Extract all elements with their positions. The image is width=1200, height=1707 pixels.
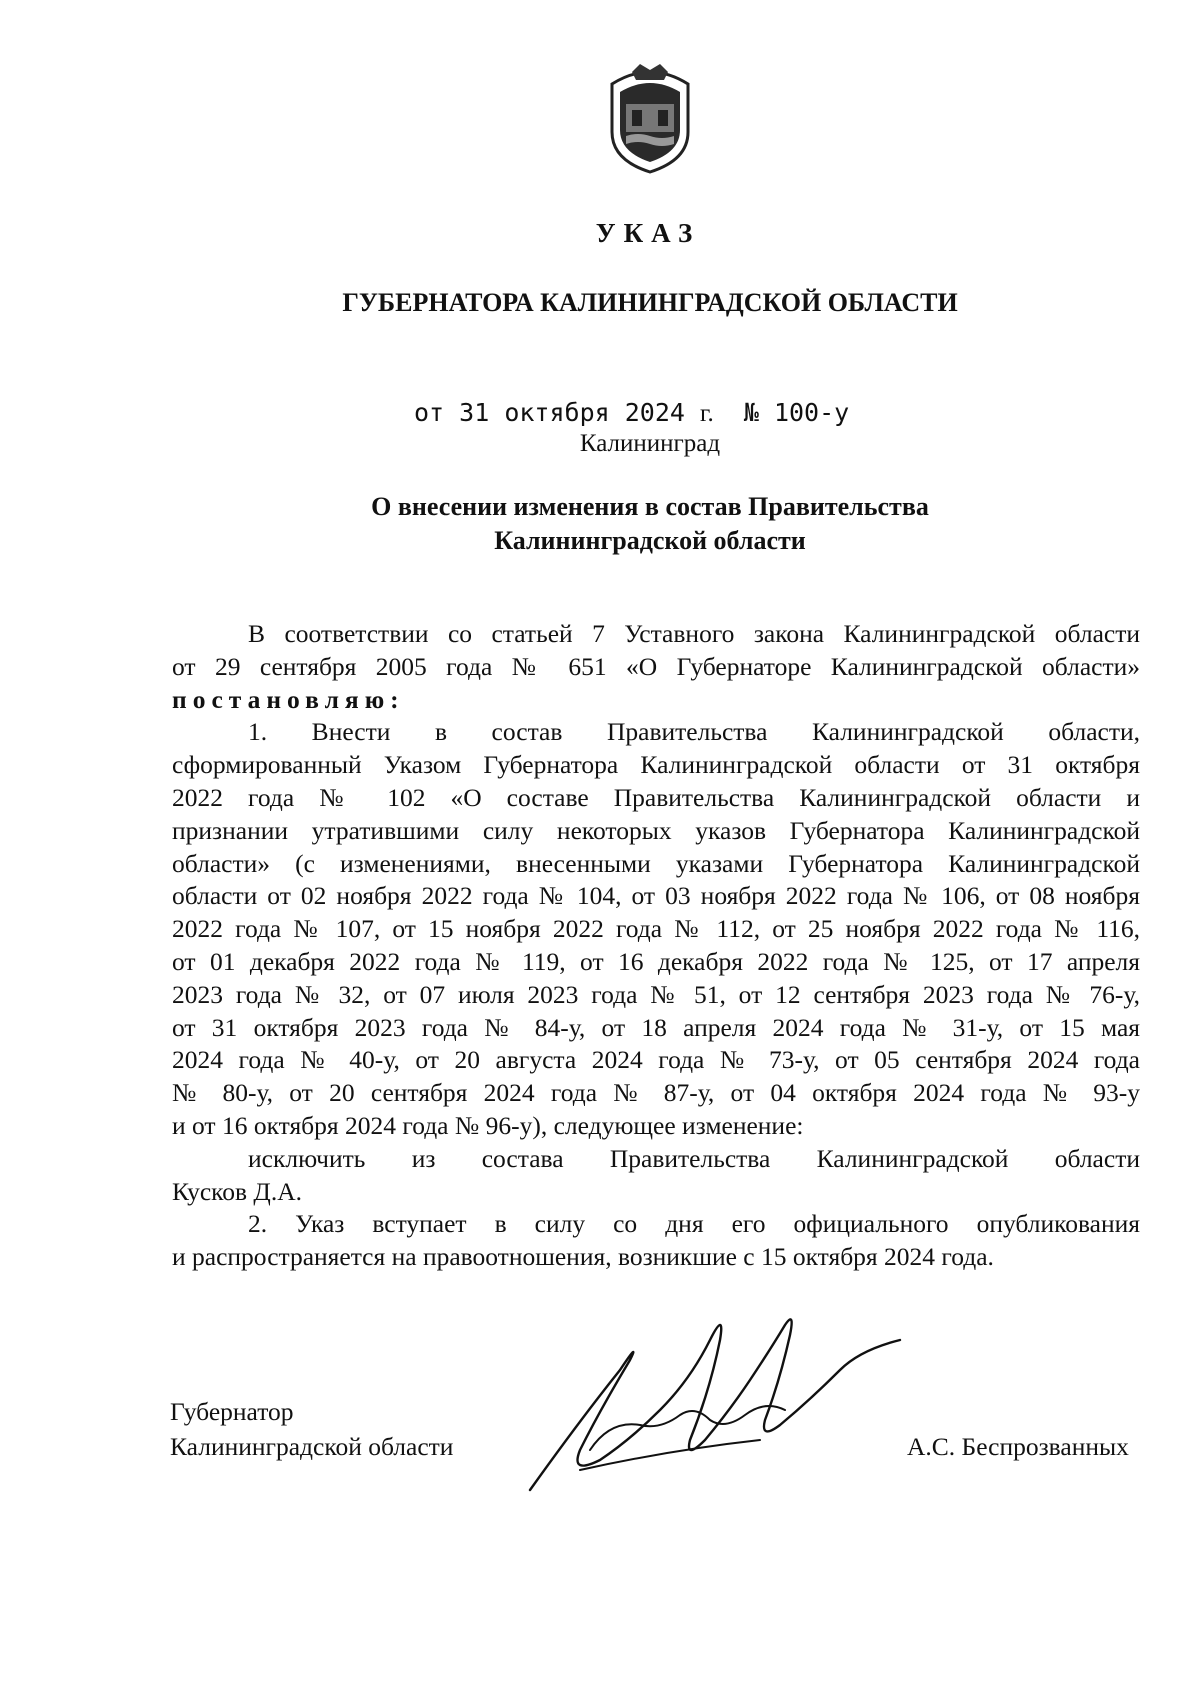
- decree-body: [172, 618, 1140, 1274]
- decree-number: 100-у: [773, 398, 850, 427]
- city: Калининград: [579, 430, 721, 457]
- body-line: от 29 сентября 2005 года № 651 «О Губернаторе Калининградской области»: [172, 651, 1140, 681]
- body-line: и распространяется на правоотношения, возникшие с 15 октября 2024 года.: [172, 1242, 994, 1272]
- date-prefix: от: [414, 398, 445, 427]
- position-line-2: Калининградской области: [170, 1432, 454, 1461]
- body-line: 2. Указ вступает в силу со дня его официального опубликования: [248, 1209, 1140, 1239]
- position-line-1: Губернатор: [170, 1397, 294, 1426]
- body-line: Кусков Д.А.: [172, 1176, 302, 1206]
- body-line: 2023 года № 32, от 07 июля 2023 года № 51, от 12 сентября 2023 года № 76-у,: [172, 979, 1140, 1009]
- body-line: области от 02 ноября 2022 года № 104, от 03 ноября 2022 года № 106, от 08 ноября: [172, 881, 1140, 911]
- body-line: области» (с изменениями, внесенными указами Губернатора Калининградской: [172, 848, 1140, 878]
- body-line: исключить из состава Правительства Калининградской области: [248, 1143, 1140, 1173]
- body-line: 2024 года № 40-у, от 20 августа 2024 года № 73-у, от 05 сентября 2024 года: [172, 1045, 1140, 1075]
- resolve-word: постановляю:: [172, 684, 405, 714]
- number-sign: №: [743, 398, 759, 427]
- decree-subject: [0, 490, 1200, 558]
- issuer-title: ГУБЕРНАТОРА КАЛИНИНГРАДСКОЙ ОБЛАСТИ: [342, 288, 958, 317]
- body-line: от 01 декабря 2022 года № 119, от 16 декабря 2022 года № 125, от 17 апреля: [172, 946, 1140, 976]
- handwritten-signature: [520, 1300, 920, 1500]
- subject-line-1: О внесении изменения в состав Правительства: [371, 492, 929, 521]
- coat-of-arms-icon: [602, 62, 698, 174]
- body-line: признании утратившими силу некоторых указов Губернатора Калининградской: [172, 815, 1140, 845]
- document-type: УКАЗ: [595, 218, 701, 248]
- body-line: 2022 года № 107, от 15 ноября 2022 года № 112, от 25 ноября 2022 года № 116,: [172, 914, 1140, 944]
- decree-date: 31 октября 2024: [459, 398, 685, 427]
- body-line: и от 16 октября 2024 года № 96-у), следующее изменение:: [172, 1110, 804, 1140]
- date-line: [414, 398, 849, 428]
- body-line: В соответствии со статьей 7 Уставного закона Калининградской области: [248, 619, 1140, 648]
- body-line: от 31 октября 2023 года № 84-у, от 18 апреля 2024 года № 31-у, от 15 мая: [172, 1012, 1140, 1042]
- subject-line-2: Калининградской области: [494, 526, 806, 555]
- signatory-position: [170, 1394, 453, 1464]
- body-line: 1. Внести в состав Правительства Калининградской области,: [248, 717, 1140, 747]
- signatory-name: А.С. Беспрозванных: [907, 1432, 1129, 1461]
- body-line: № 80-у, от 20 сентября 2024 года № 87-у, от 04 октября 2024 года № 93-у: [172, 1078, 1140, 1108]
- body-line: 2022 года № 102 «О составе Правительства Калининградской области и: [172, 782, 1140, 812]
- body-line: сформированный Указом Губернатора Калининградской области от 31 октября: [172, 750, 1140, 780]
- year-suffix: г.: [700, 400, 714, 427]
